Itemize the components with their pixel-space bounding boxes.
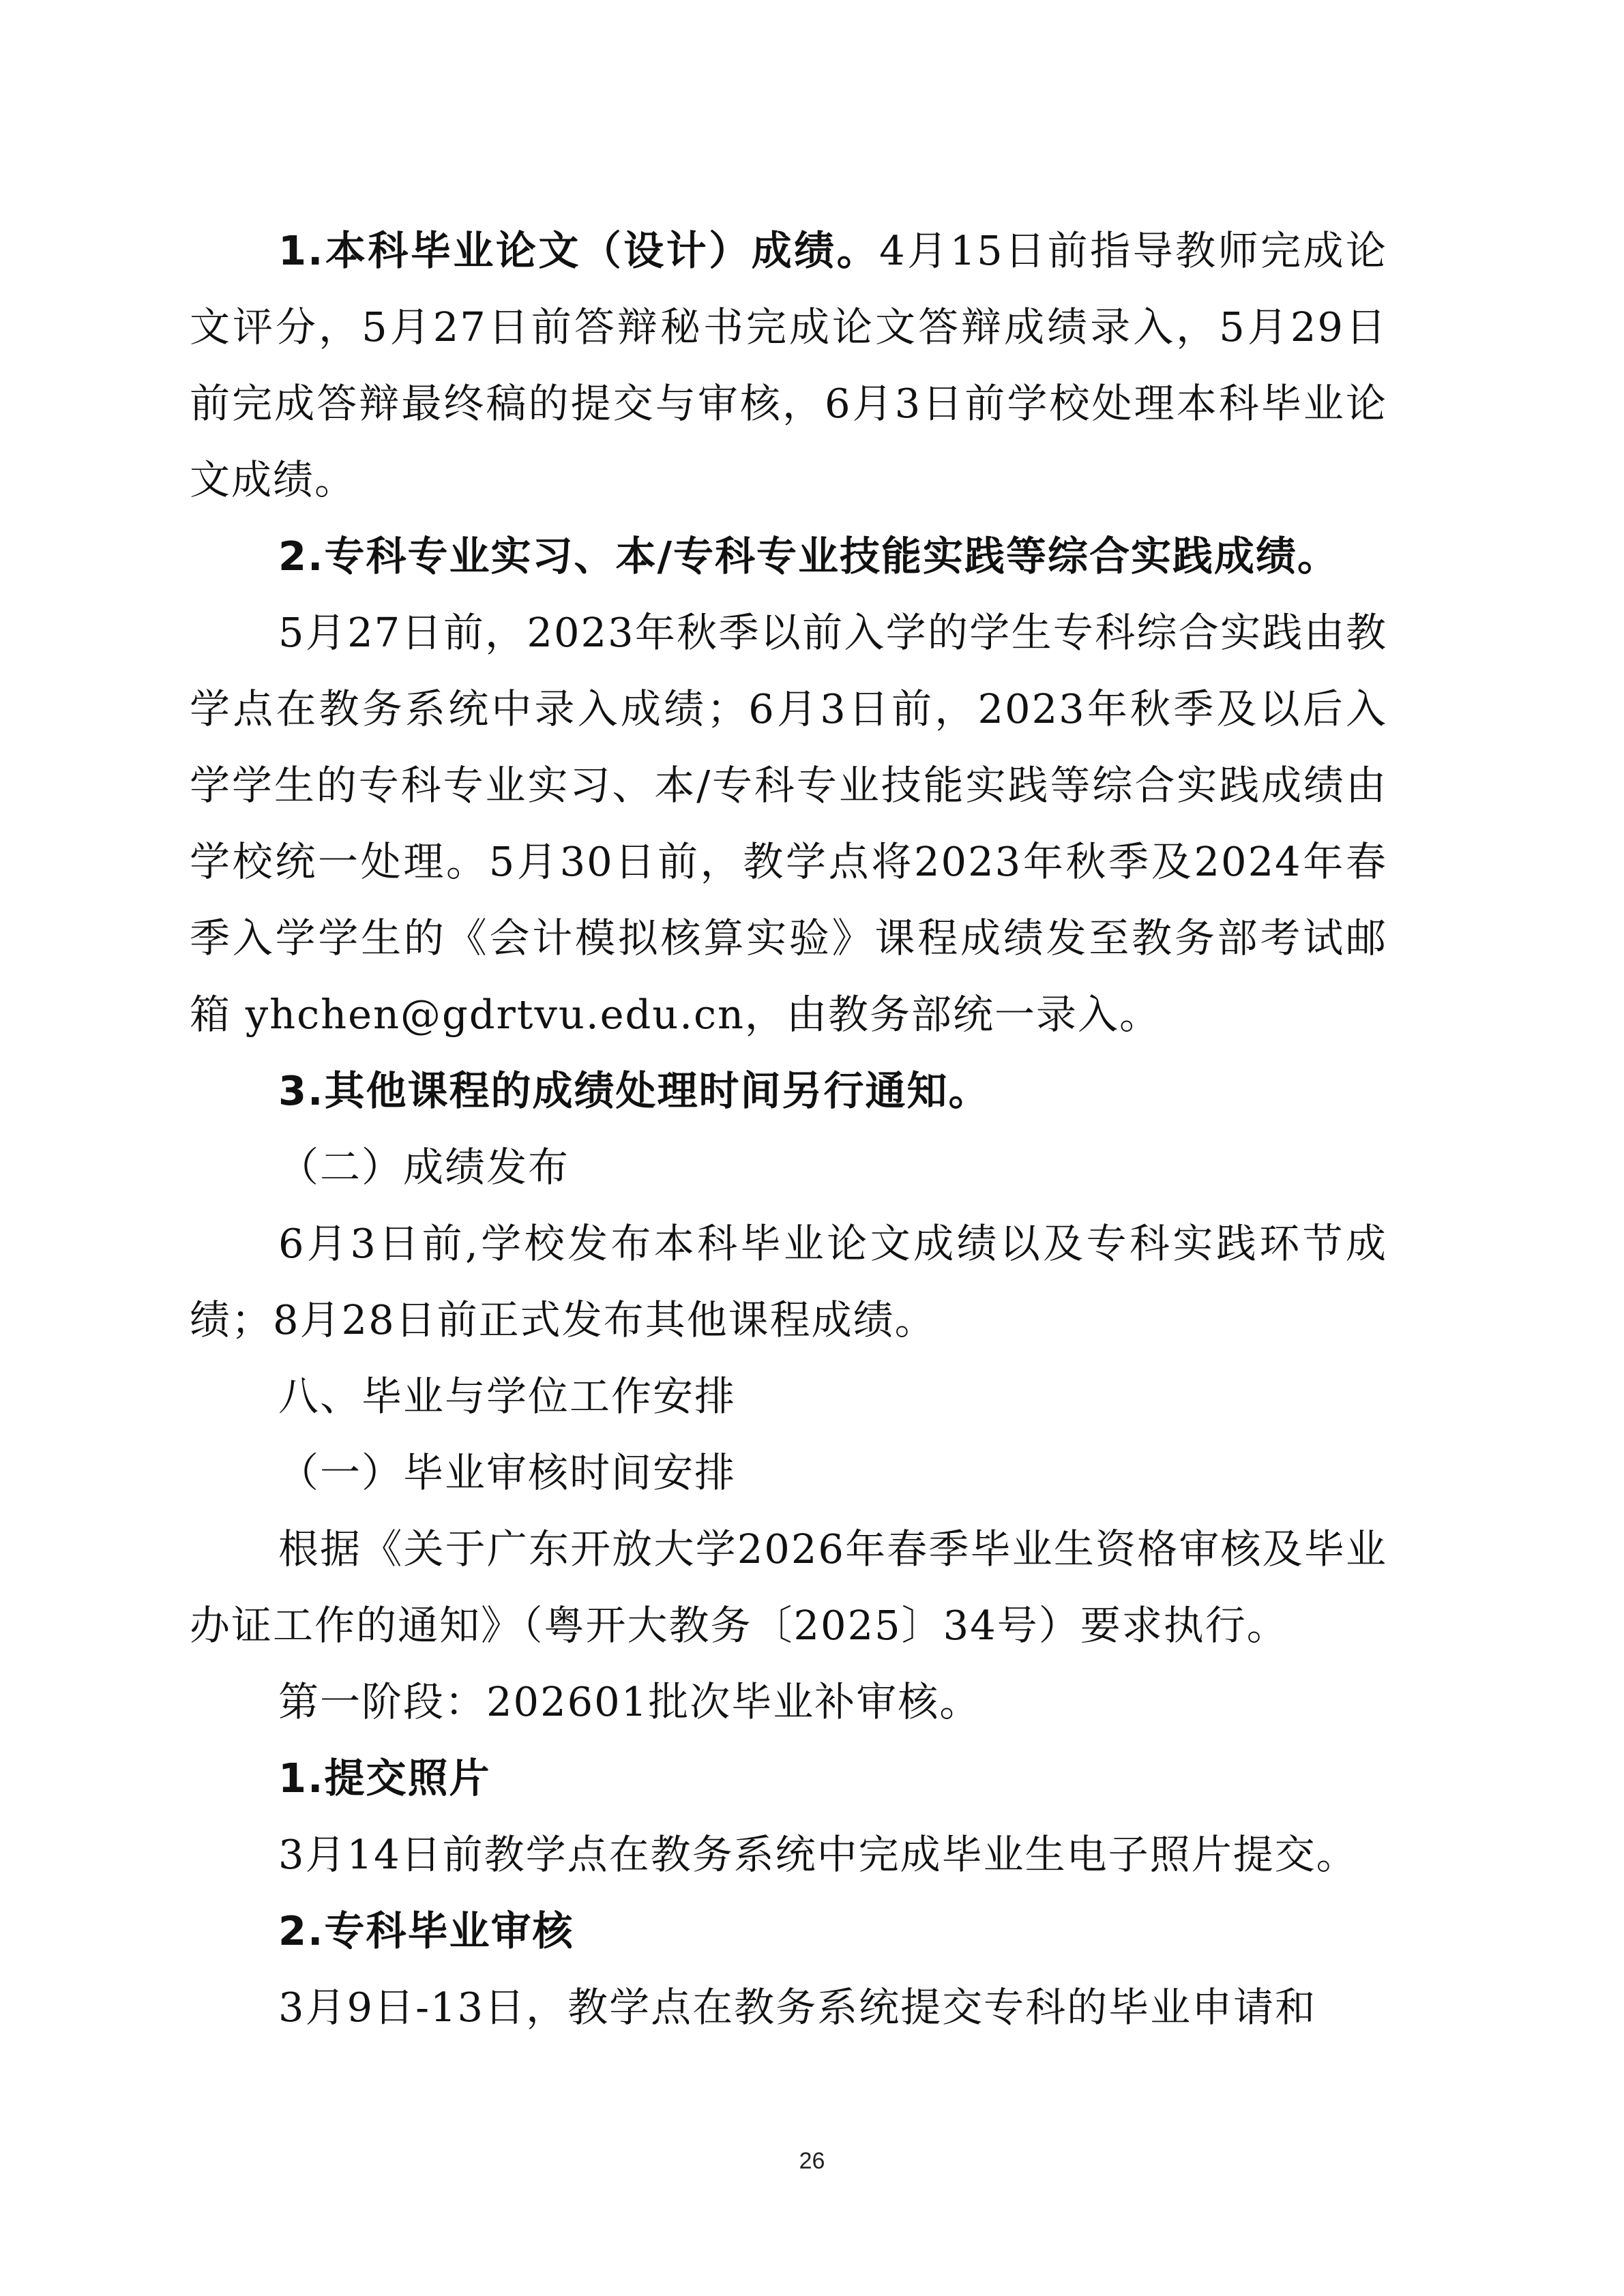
heading-practice-grades: 2.专科专业实习、本/专科专业技能实践等综合实践成绩。 bbox=[278, 533, 1340, 580]
paragraph-phase-one bbox=[190, 1664, 1387, 1740]
text-review-basis: 根据《关于广东开放大学2026年春季毕业生资格审核及毕业办证工作的通知》（粤开大教务〔2025〕34号）要求执行。 bbox=[190, 1525, 1387, 1649]
text-thesis-grades: 4月15日前指导教师完成论文评分，5月27日前答辩秘书完成论文答辩成绩录入，5月29日前完成答辩最终稿的提交与审核，6月3日前学校处理本科毕业论文成绩。 bbox=[190, 227, 1387, 503]
paragraph-grade-release bbox=[190, 1206, 1387, 1358]
document-body bbox=[190, 213, 1387, 2046]
paragraph-review-basis bbox=[190, 1511, 1387, 1664]
heading-section-eight: 八、毕业与学位工作安排 bbox=[278, 1373, 737, 1420]
heading-photos: 1.提交照片 bbox=[278, 1755, 491, 1802]
text-diploma-review: 3月9日-13日，教学点在教务系统提交专科的毕业申请和 bbox=[278, 1984, 1317, 2031]
text-grade-release: 6月3日前,学校发布本科毕业论文成绩以及专科实践环节成绩；8月28日前正式发布其他课程成绩。 bbox=[190, 1220, 1387, 1343]
paragraph-diploma-review-heading bbox=[190, 1893, 1387, 1969]
heading-thesis-grades: 1.本科毕业论文（设计）成绩。 bbox=[278, 227, 880, 274]
paragraph-photos bbox=[190, 1817, 1387, 1893]
paragraph-practice-grades-heading bbox=[190, 518, 1387, 595]
paragraph-diploma-review bbox=[190, 1969, 1387, 2046]
heading-review-schedule: （一）毕业审核时间安排 bbox=[278, 1449, 737, 1496]
paragraph-review-schedule-heading bbox=[190, 1435, 1387, 1511]
paragraph-other-courses bbox=[190, 1053, 1387, 1129]
heading-grade-release: （二）成绩发布 bbox=[278, 1144, 570, 1191]
text-phase-one: 第一阶段：202601批次毕业补审核。 bbox=[278, 1678, 981, 1725]
paragraph-thesis-grades bbox=[190, 213, 1387, 518]
heading-other-courses: 3.其他课程的成绩处理时间另行通知。 bbox=[278, 1067, 990, 1114]
text-photos: 3月14日前教学点在教务系统中完成毕业生电子照片提交。 bbox=[278, 1831, 1358, 1878]
paragraph-section-eight bbox=[190, 1358, 1387, 1435]
text-practice-grades: 5月27日前，2023年秋季以前入学的学生专科综合实践由教学点在教务系统中录入成绩；6月3日前，2023年秋季及以后入学学生的专科专业实习、本/专科专业技能实践等综合实践成绩由学校统一处理。5月30日前，教学点将2023年秋季及2024年春季入学学生的《会计模拟核算实验》课程成绩发至教务部考试邮箱 yhchen@gdrtvu.edu.cn，由教务部统一录入。 bbox=[190, 609, 1387, 1038]
heading-diploma-review: 2.专科毕业审核 bbox=[278, 1907, 574, 1954]
page-number: 26 bbox=[799, 2148, 825, 2174]
paragraph-practice-grades bbox=[190, 595, 1387, 1053]
paragraph-photos-heading bbox=[190, 1740, 1387, 1817]
paragraph-grade-release-heading bbox=[190, 1129, 1387, 1206]
